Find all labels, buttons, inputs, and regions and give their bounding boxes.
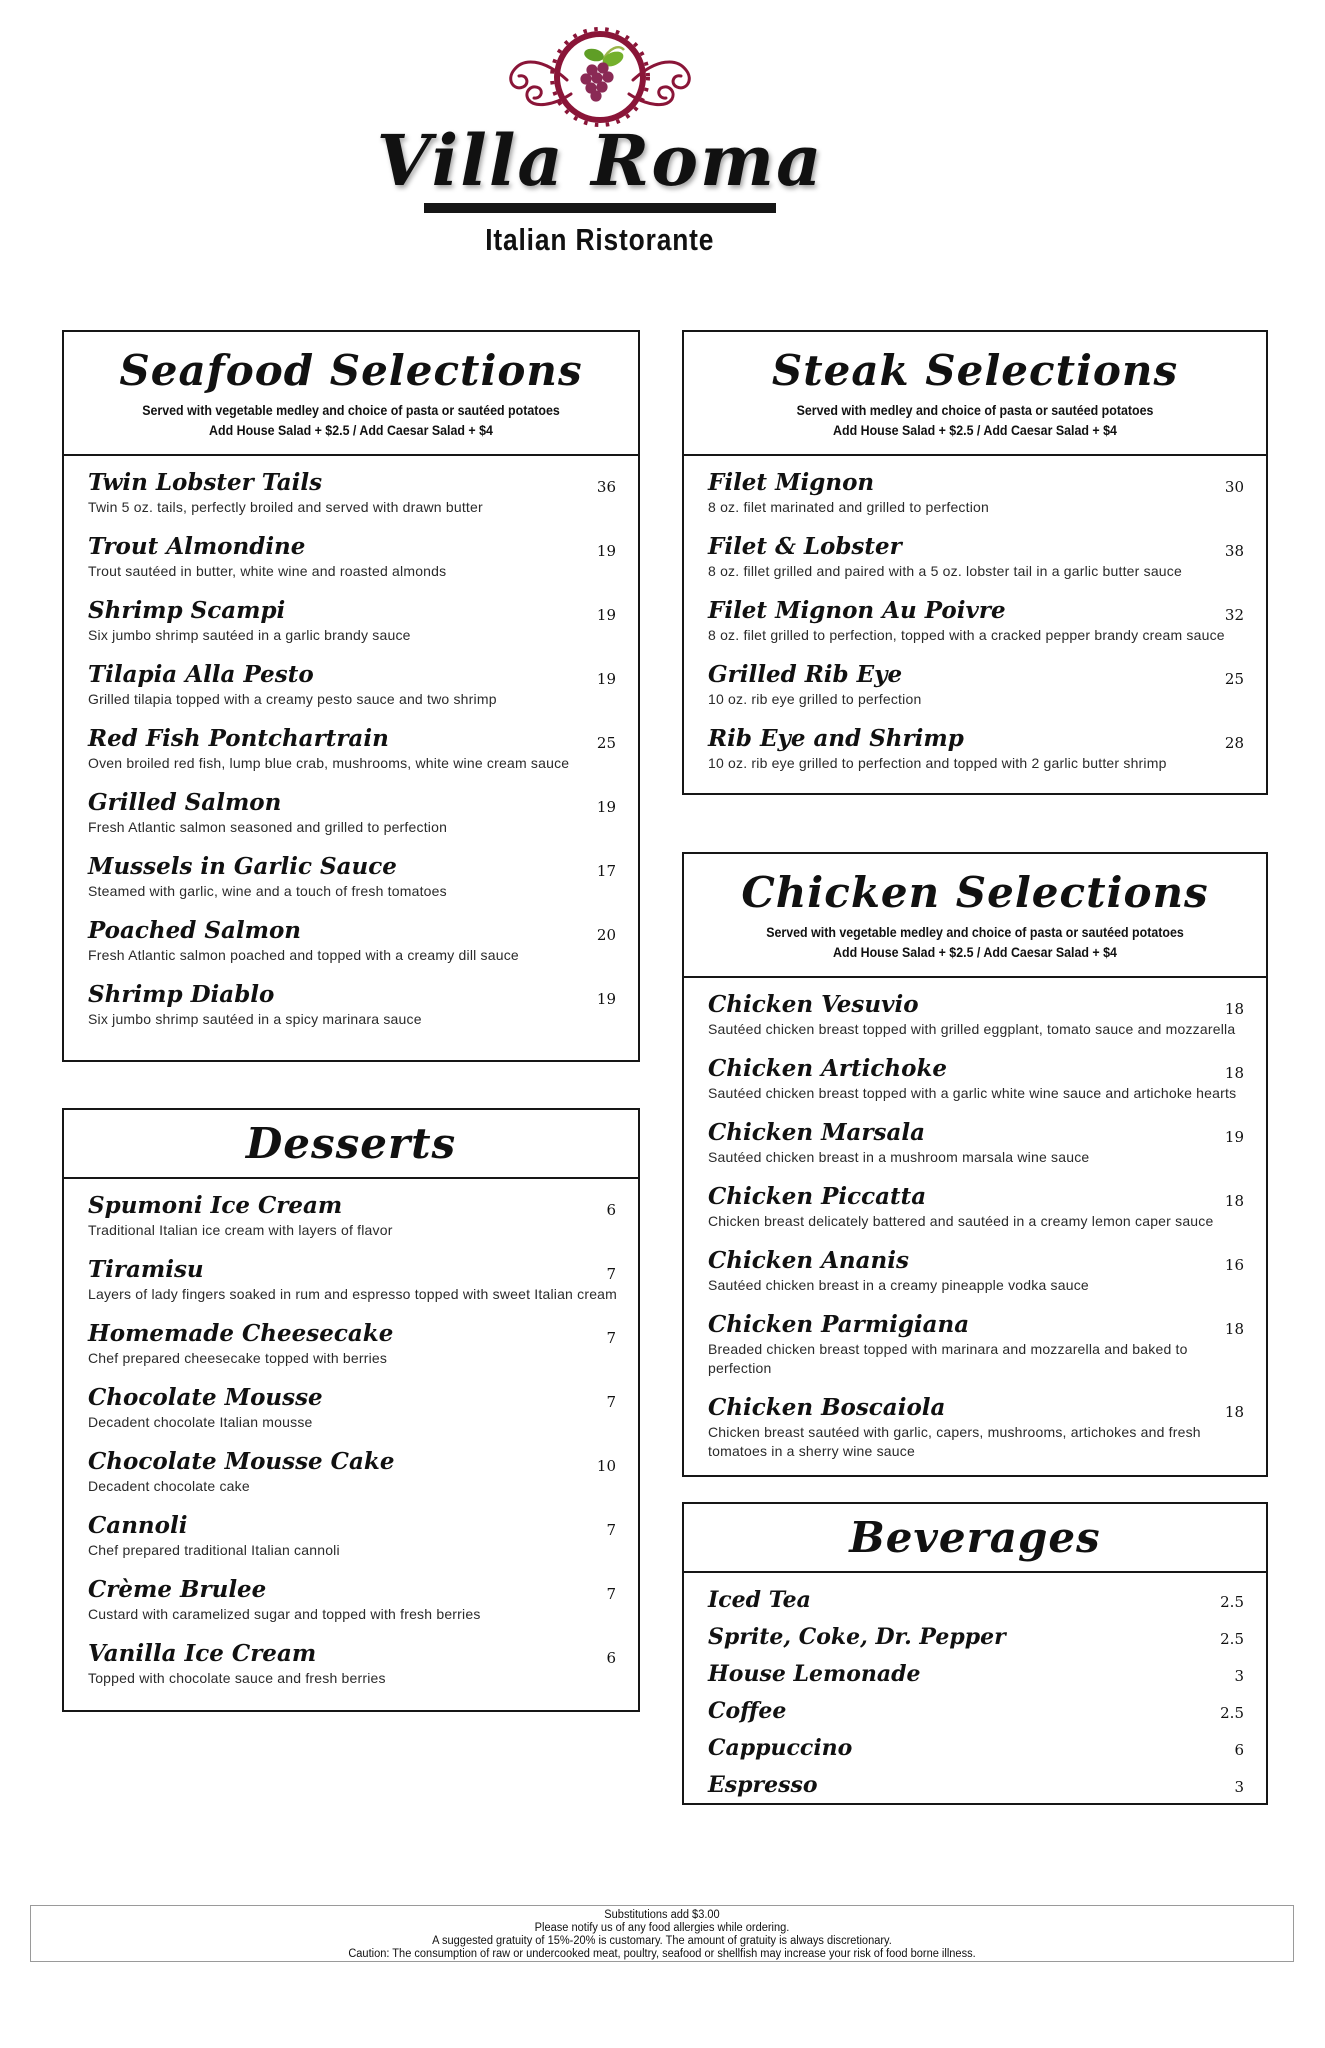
menu-item-description: Custard with caramelized sugar and topped with fresh berries xyxy=(88,1606,481,1622)
menu-item xyxy=(88,1319,618,1368)
menu-item-description: Six jumbo shrimp sautéed in a spicy marinara sauce xyxy=(88,1011,422,1027)
menu-item-name: House Lemonade xyxy=(708,1661,921,1687)
menu-item xyxy=(88,980,618,1029)
menu-item-price: 16 xyxy=(1224,1256,1244,1274)
menu-item xyxy=(88,1383,618,1432)
section-chicken-header xyxy=(684,854,1266,978)
menu-item-name: Tiramisu xyxy=(88,1256,204,1283)
menu-item-price: 7 xyxy=(606,1393,616,1411)
menu-item xyxy=(88,468,618,517)
footer-note-line: Substitutions add $3.00 xyxy=(604,1909,720,1921)
seafood-items xyxy=(64,456,638,1029)
menu-item-price: 18 xyxy=(1224,1000,1244,1018)
menu-item-price: 18 xyxy=(1224,1403,1244,1421)
menu-item-description: Traditional Italian ice cream with layers of flavor xyxy=(88,1222,393,1238)
menu-item-name: Chicken Vesuvio xyxy=(708,991,919,1018)
menu-item-name: Shrimp Diablo xyxy=(88,981,275,1008)
menu-item-price: 20 xyxy=(596,926,616,944)
menu-item xyxy=(88,788,618,837)
menu-item-description: Steamed with garlic, wine and a touch of fresh tomatoes xyxy=(88,883,447,899)
menu-item-name: Espresso xyxy=(708,1772,818,1798)
menu-item-price: 28 xyxy=(1224,734,1244,752)
menu-item-description: Oven broiled red fish, lump blue crab, mushrooms, white wine cream sauce xyxy=(88,755,570,771)
menu-item-price: 18 xyxy=(1224,1192,1244,1210)
menu-item-name: Cappuccino xyxy=(708,1735,853,1761)
menu-item xyxy=(708,1696,1246,1726)
chicken-items xyxy=(684,978,1266,1461)
menu-item-name: Iced Tea xyxy=(708,1587,811,1613)
menu-item-name: Chicken Piccatta xyxy=(708,1183,927,1210)
menu-item-description: Grilled tilapia topped with a creamy pesto sauce and two shrimp xyxy=(88,691,497,707)
menu-item xyxy=(708,532,1246,581)
menu-item-name: Chocolate Mousse xyxy=(88,1384,323,1411)
menu-item-price: 38 xyxy=(1224,542,1244,560)
menu-item-name: Chicken Artichoke xyxy=(708,1055,948,1082)
section-beverages xyxy=(682,1502,1268,1805)
menu-item-name: Rib Eye and Shrimp xyxy=(708,725,964,752)
menu-item-price: 7 xyxy=(606,1329,616,1347)
menu-item-description: Trout sautéed in butter, white wine and roasted almonds xyxy=(88,563,447,579)
menu-item xyxy=(708,990,1246,1039)
menu-item-description: Layers of lady fingers soaked in rum and espresso topped with sweet Italian cream xyxy=(88,1286,618,1302)
menu-item xyxy=(88,1255,618,1304)
menu-item-name: Shrimp Scampi xyxy=(88,597,286,624)
menu-item-price: 6 xyxy=(606,1201,616,1219)
section-steak-header xyxy=(684,332,1266,456)
menu-item xyxy=(88,1575,618,1624)
menu-item xyxy=(708,660,1246,709)
menu-item-name: Grilled Rib Eye xyxy=(708,661,903,688)
menu-item-price: 32 xyxy=(1224,606,1244,624)
menu-item xyxy=(708,1054,1246,1103)
menu-item-name: Mussels in Garlic Sauce xyxy=(88,853,397,880)
menu-item-name: Chocolate Mousse Cake xyxy=(88,1448,395,1475)
menu-item-name: Cannoli xyxy=(88,1512,188,1539)
section-subtitle: Served with vegetable medley and choice of pasta or sautéed potatoes xyxy=(766,925,1184,940)
section-seafood-header xyxy=(64,332,638,456)
section-title: Chicken Selections xyxy=(741,868,1209,917)
menu-item-description: Chicken breast delicately battered and sautéed in a creamy lemon caper sauce xyxy=(708,1213,1214,1229)
section-subtitle: Served with medley and choice of pasta or sautéed potatoes xyxy=(796,403,1154,418)
menu-item xyxy=(708,724,1246,773)
menu-item-name: Crème Brulee xyxy=(88,1576,267,1603)
menu-item-price: 7 xyxy=(606,1265,616,1283)
beverages-items xyxy=(684,1573,1266,1800)
menu-item-price: 7 xyxy=(606,1521,616,1539)
section-beverages-header xyxy=(684,1504,1266,1573)
section-desserts xyxy=(62,1108,640,1712)
footer-note-line: Please notify us of any food allergies while ordering. xyxy=(534,1922,790,1934)
section-desserts-header xyxy=(64,1110,638,1179)
menu-item-name: Chicken Parmigiana xyxy=(708,1311,970,1338)
menu-item-price: 2.5 xyxy=(1220,1704,1244,1722)
menu-item-name: Filet Mignon Au Poivre xyxy=(708,597,1006,624)
section-title: Beverages xyxy=(849,1513,1101,1562)
menu-item xyxy=(708,1659,1246,1689)
footer-notes xyxy=(30,1905,1294,1962)
section-subtitle: Served with vegetable medley and choice of pasta or sautéed potatoes xyxy=(142,403,560,418)
menu-item-description: Sautéed chicken breast topped with grilled eggplant, tomato sauce and mozzarella xyxy=(708,1021,1236,1037)
menu-item-price: 19 xyxy=(596,990,616,1008)
menu-item xyxy=(708,1733,1246,1763)
menu-item xyxy=(708,1770,1246,1800)
menu-item-description: Chicken breast sautéed with garlic, capers, mushrooms, artichokes and fresh tomatoes in a sherry wine sauce xyxy=(708,1424,1201,1459)
menu-item xyxy=(88,1191,618,1240)
menu-item-description: Breaded chicken breast topped with marinara and mozzarella and baked to perfection xyxy=(708,1341,1188,1376)
menu-item-name: Poached Salmon xyxy=(88,917,302,944)
section-chicken xyxy=(682,852,1268,1477)
menu-item-price: 3 xyxy=(1234,1778,1244,1796)
menu-item-name: Chicken Ananis xyxy=(708,1247,909,1274)
section-title: Desserts xyxy=(245,1119,457,1168)
section-title: Steak Selections xyxy=(771,346,1179,395)
menu-item-name: Spumoni Ice Cream xyxy=(88,1192,343,1219)
menu-item-price: 19 xyxy=(596,670,616,688)
menu-item xyxy=(88,532,618,581)
menu-item-price: 17 xyxy=(596,862,616,880)
menu-item-description: Six jumbo shrimp sautéed in a garlic brandy sauce xyxy=(88,627,411,643)
logo-divider-bar xyxy=(424,203,776,213)
menu-item xyxy=(88,916,618,965)
menu-item-name: Trout Almondine xyxy=(88,533,306,560)
section-seafood xyxy=(62,330,640,1062)
menu-item-price: 19 xyxy=(596,542,616,560)
menu-item-description: Decadent chocolate Italian mousse xyxy=(88,1414,313,1430)
menu-item xyxy=(88,1511,618,1560)
menu-item-description: Fresh Atlantic salmon seasoned and grilled to perfection xyxy=(88,819,448,835)
menu-item-price: 18 xyxy=(1224,1320,1244,1338)
menu-item-price: 18 xyxy=(1224,1064,1244,1082)
section-subtitle: Add House Salad + $2.5 / Add Caesar Salad + $4 xyxy=(209,423,493,438)
menu-item-description: Sautéed chicken breast in a mushroom marsala wine sauce xyxy=(708,1149,1090,1165)
menu-item-price: 25 xyxy=(596,734,616,752)
menu-item-description: 10 oz. rib eye grilled to perfection xyxy=(708,691,922,707)
menu-item-price: 19 xyxy=(596,606,616,624)
menu-item-price: 19 xyxy=(596,798,616,816)
menu-item xyxy=(88,660,618,709)
menu-item xyxy=(708,1393,1246,1461)
section-steak xyxy=(682,330,1268,795)
menu-item xyxy=(708,1246,1246,1295)
menu-item-name: Chicken Boscaiola xyxy=(708,1394,946,1421)
menu-item xyxy=(708,1118,1246,1167)
menu-item xyxy=(88,1639,618,1688)
menu-item-name: Sprite, Coke, Dr. Pepper xyxy=(708,1624,1006,1650)
menu-item-name: Filet & Lobster xyxy=(708,533,902,560)
menu-item xyxy=(708,1622,1246,1652)
menu-item-description: Sautéed chicken breast in a creamy pineapple vodka sauce xyxy=(708,1277,1089,1293)
menu-item xyxy=(88,724,618,773)
menu-item xyxy=(708,468,1246,517)
menu-item-price: 2.5 xyxy=(1220,1593,1244,1611)
menu-item-name: Homemade Cheesecake xyxy=(88,1320,394,1347)
footer-note-line: Caution: The consumption of raw or undercooked meat, poultry, seafood or shellfish may increase your risk of food borne illness. xyxy=(348,1948,976,1960)
menu-item xyxy=(88,596,618,645)
menu-item-price: 3 xyxy=(1234,1667,1244,1685)
menu-item-price: 6 xyxy=(1234,1741,1244,1759)
menu-item-description: 8 oz. fillet grilled and paired with a 5 oz. lobster tail in a garlic butter sauce xyxy=(708,563,1182,579)
menu-item-description: Twin 5 oz. tails, perfectly broiled and served with drawn butter xyxy=(88,499,483,515)
section-title: Seafood Selections xyxy=(119,346,583,395)
menu-item xyxy=(708,1585,1246,1615)
footer-note-line: A suggested gratuity of 15%-20% is customary. The amount of gratuity is always discretionary. xyxy=(432,1935,892,1947)
menu-item-price: 25 xyxy=(1224,670,1244,688)
grape-vine-emblem-icon xyxy=(475,26,725,130)
section-subtitle: Add House Salad + $2.5 / Add Caesar Salad + $4 xyxy=(833,945,1117,960)
menu-item-description: Decadent chocolate cake xyxy=(88,1478,250,1494)
menu-item-name: Filet Mignon xyxy=(708,469,875,496)
menu-item-description: Topped with chocolate sauce and fresh berries xyxy=(88,1670,386,1686)
menu-item-price: 6 xyxy=(606,1649,616,1667)
steak-items xyxy=(684,456,1266,773)
menu-item xyxy=(708,596,1246,645)
menu-item xyxy=(708,1182,1246,1231)
menu-item-price: 19 xyxy=(1224,1128,1244,1146)
menu-item-name: Chicken Marsala xyxy=(708,1119,926,1146)
menu-item-name: Vanilla Ice Cream xyxy=(88,1640,317,1667)
section-subtitle: Add House Salad + $2.5 / Add Caesar Salad + $4 xyxy=(833,423,1117,438)
restaurant-tagline: Italian Ristorante xyxy=(485,222,715,257)
menu-item-price: 10 xyxy=(596,1457,616,1475)
menu-item-price: 30 xyxy=(1224,478,1244,496)
menu-item-description: 8 oz. filet grilled to perfection, topped with a cracked pepper brandy cream sauce xyxy=(708,627,1225,643)
menu-item-name: Twin Lobster Tails xyxy=(88,469,323,496)
menu-item-name: Tilapia Alla Pesto xyxy=(88,661,314,688)
desserts-items xyxy=(64,1179,638,1688)
menu-item-price: 2.5 xyxy=(1220,1630,1244,1648)
menu-item xyxy=(88,852,618,901)
menu-item-description: Chef prepared traditional Italian cannoli xyxy=(88,1542,340,1558)
menu-item-description: Chef prepared cheesecake topped with berries xyxy=(88,1350,388,1366)
menu-item xyxy=(88,1447,618,1496)
menu-item-price: 36 xyxy=(596,478,616,496)
restaurant-header xyxy=(0,26,1200,258)
menu-item-description: Sautéed chicken breast topped with a garlic white wine sauce and artichoke hearts xyxy=(708,1085,1237,1101)
menu-item-description: 8 oz. filet marinated and grilled to perfection xyxy=(708,499,989,515)
menu-item-name: Red Fish Pontchartrain xyxy=(88,725,389,752)
menu-item-description: 10 oz. rib eye grilled to perfection and topped with 2 garlic butter shrimp xyxy=(708,755,1167,771)
menu-item-name: Grilled Salmon xyxy=(88,789,282,816)
menu-item-description: Fresh Atlantic salmon poached and topped with a creamy dill sauce xyxy=(88,947,519,963)
restaurant-name: Villa Roma xyxy=(376,119,824,202)
menu-item xyxy=(708,1310,1246,1378)
menu-item-price: 7 xyxy=(606,1585,616,1603)
menu-item-name: Coffee xyxy=(708,1698,787,1724)
